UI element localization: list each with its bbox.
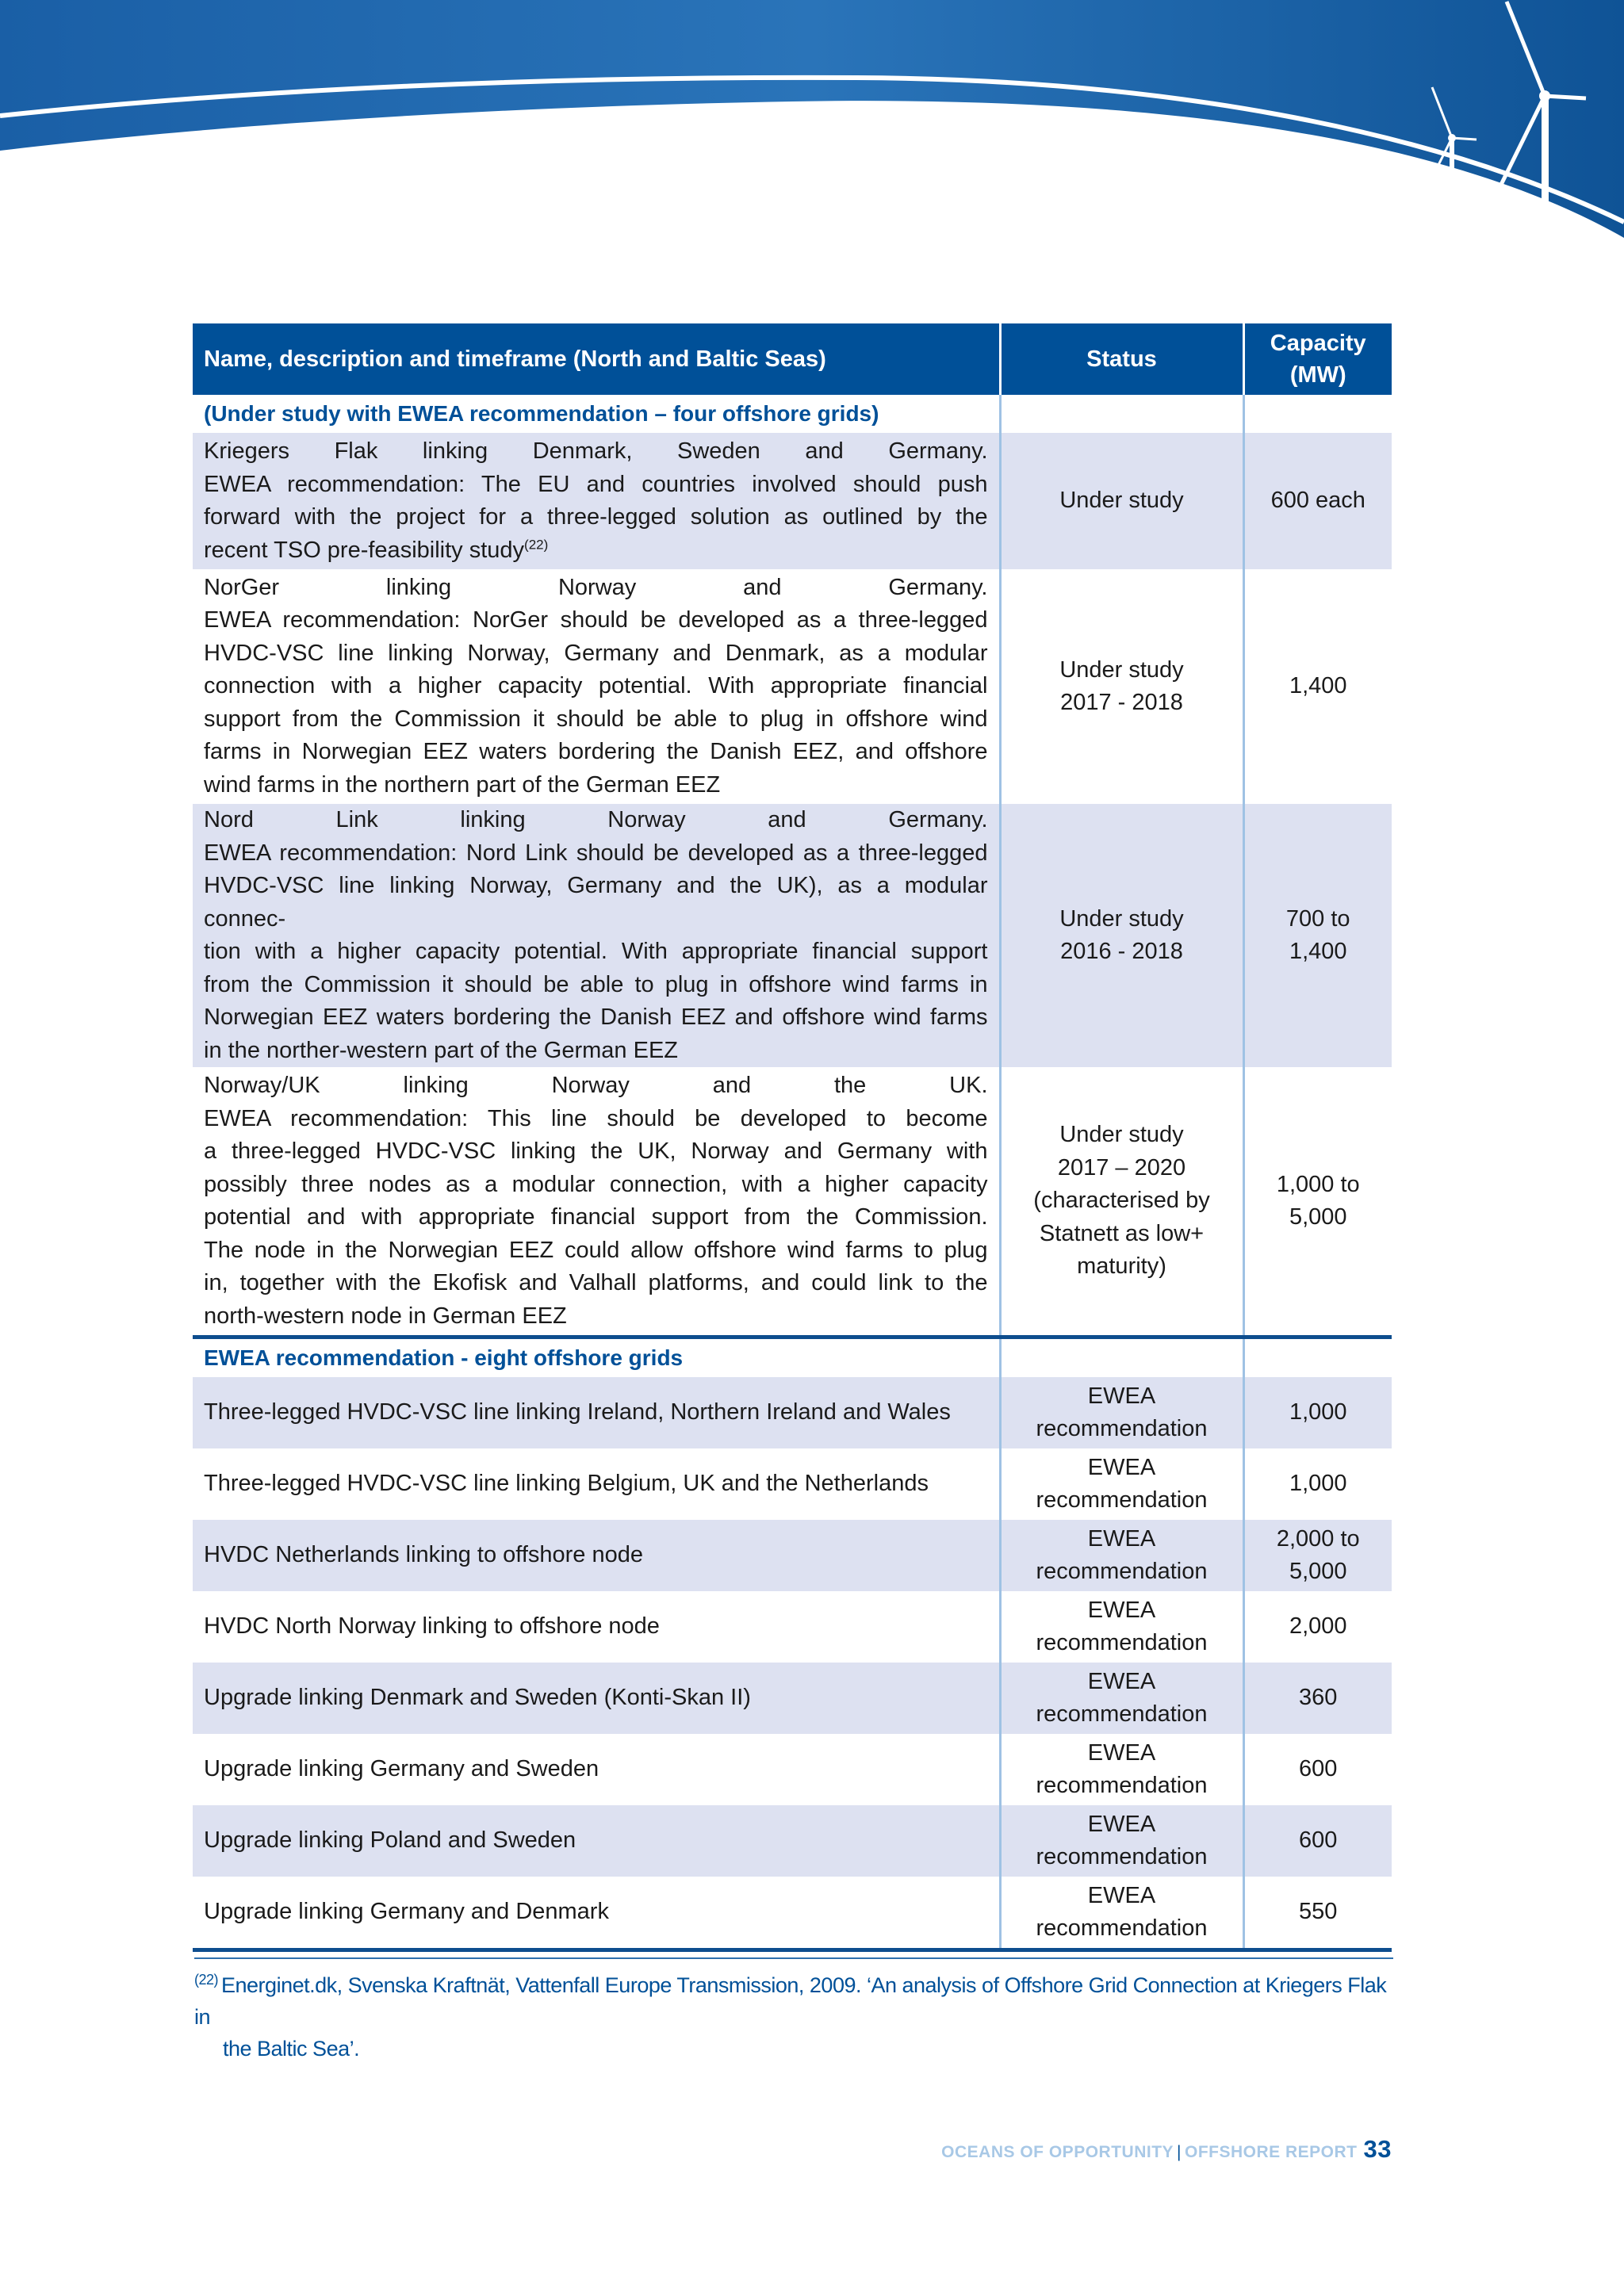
capacity-line: 5,000 (1289, 1204, 1347, 1230)
status-line: recommendation (1036, 1416, 1208, 1441)
grid-capacity (1243, 433, 1392, 569)
section-status-empty (1000, 1337, 1243, 1378)
section-capacity-empty (1243, 395, 1392, 433)
header-banner (0, 0, 1624, 254)
table-row (193, 1448, 1392, 1520)
description-line: a three-legged HVDC-VSC linking the UK, Norway and Germany with (204, 1138, 988, 1164)
description-line: Nord Link linking Norway and Germany. (204, 807, 988, 832)
status-line: recommendation (1036, 1773, 1208, 1798)
offshore-grids-table (193, 323, 1392, 1952)
grid-capacity (1243, 1377, 1392, 1448)
capacity-line: 1,000 (1289, 1471, 1347, 1497)
description-line: HVDC-VSC line linking Norway, Germany and Denmark, as a modular (204, 640, 988, 666)
description-line: farms in Norwegian EEZ waters bordering the Danish EEZ, and offshore (204, 739, 988, 765)
status-line: EWEA (1087, 1597, 1156, 1623)
grid-status (1000, 1520, 1243, 1591)
grid-status (1000, 433, 1243, 569)
grid-capacity (1243, 569, 1392, 804)
table-row (193, 1734, 1392, 1805)
footer-publication: OCEANS OF OPPORTUNITY (941, 2143, 1174, 2161)
description-line: forward with the project for a three-legged solution as outlined by the (204, 504, 988, 530)
footnote-divider (194, 1957, 1393, 1959)
section-title: EWEA recommendation - eight offshore grids (193, 1337, 1000, 1378)
section-row-ewea-recommendation (193, 1337, 1392, 1378)
table-row (193, 1067, 1392, 1337)
description-line: possibly three nodes as a modular connection, with a higher capacity (204, 1171, 988, 1197)
table-row (193, 433, 1392, 569)
status-line: EWEA (1087, 1811, 1156, 1837)
footnote-reference: (22) (524, 536, 549, 552)
grid-status (1000, 1805, 1243, 1877)
grid-status (1000, 1067, 1243, 1337)
status-line: 2016 - 2018 (1060, 939, 1183, 964)
status-line: recommendation (1036, 1630, 1208, 1655)
description-line: HVDC-VSC line linking Norway, Germany and the UK), as a modular connec- (204, 873, 988, 932)
header-status: Status (1000, 323, 1243, 395)
capacity-line: 550 (1299, 1899, 1338, 1925)
table-row (193, 1591, 1392, 1663)
grid-capacity (1243, 1520, 1392, 1591)
grid-capacity (1243, 1067, 1392, 1337)
status-line: Under study (1059, 488, 1184, 514)
capacity-line: 1,400 (1289, 939, 1347, 964)
status-line: recommendation (1036, 1559, 1208, 1584)
description-line: EWEA recommendation: The EU and countries involved should push (204, 471, 988, 497)
footer-report: OFFSHORE REPORT (1185, 2143, 1358, 2161)
grid-capacity (1243, 1805, 1392, 1877)
grid-description: Upgrade linking Germany and Denmark (193, 1877, 1000, 1950)
description-line: in the norther-western part of the German EEZ (204, 1037, 678, 1063)
description-line: recent TSO pre-feasibility study (204, 537, 525, 563)
description-line: EWEA recommendation: This line should be developed to become (204, 1105, 988, 1131)
description-line: NorGer linking Norway and Germany. (204, 574, 988, 600)
status-line: (characterised by (1033, 1188, 1210, 1214)
status-line: 2017 - 2018 (1060, 690, 1183, 715)
table-row (193, 1520, 1392, 1591)
grid-status (1000, 1663, 1243, 1734)
status-line: EWEA (1087, 1739, 1156, 1766)
table-row (193, 1663, 1392, 1734)
status-line: recommendation (1036, 1487, 1208, 1513)
table-row (193, 1877, 1392, 1950)
grid-capacity (1243, 804, 1392, 1067)
table-row (193, 1805, 1392, 1877)
header-name: Name, description and timeframe (North and Baltic Seas) (193, 323, 1000, 395)
grid-capacity (1243, 1877, 1392, 1950)
status-line: recommendation (1036, 1701, 1208, 1727)
grid-status (1000, 1734, 1243, 1805)
footnote-number: (22) (194, 1972, 219, 1988)
grid-status (1000, 1448, 1243, 1520)
grid-capacity (1243, 1591, 1392, 1663)
table-row (193, 804, 1392, 1067)
capacity-line: 1,400 (1289, 673, 1347, 699)
section-row-under-study (193, 395, 1392, 433)
status-line: EWEA (1087, 1668, 1156, 1694)
description-line: wind farms in the northern part of the German EEZ (204, 771, 721, 798)
capacity-line: 600 (1299, 1756, 1338, 1782)
capacity-line: 700 to (1285, 905, 1350, 932)
status-line: EWEA (1087, 1525, 1156, 1552)
description-line: tion with a higher capacity potential. With appropriate financial support (204, 939, 988, 964)
capacity-line: 360 (1299, 1685, 1338, 1711)
capacity-line: 2,000 to (1276, 1525, 1360, 1552)
status-line: Under study (1059, 656, 1184, 683)
grid-capacity (1243, 1448, 1392, 1520)
grid-description: Upgrade linking Germany and Sweden (193, 1734, 1000, 1805)
description-line: Norwegian EEZ waters bordering the Danish EEZ and offshore wind farms (204, 1004, 988, 1030)
page-number: 33 (1363, 2135, 1392, 2163)
grid-description: HVDC North Norway linking to offshore node (193, 1591, 1000, 1663)
grid-description: Upgrade linking Denmark and Sweden (Konti-Skan II) (193, 1663, 1000, 1734)
description-line: support from the Commission it should be able to plug in offshore wind (204, 706, 988, 732)
description-line: The node in the Norwegian EEZ could allow offshore wind farms to plug (204, 1237, 988, 1263)
status-line: EWEA (1087, 1454, 1156, 1480)
description-line: in, together with the Ekofisk and Valhall platforms, and could link to the (204, 1270, 988, 1295)
grid-status (1000, 804, 1243, 1067)
grid-status (1000, 569, 1243, 804)
status-line: EWEA (1087, 1383, 1156, 1409)
status-line: recommendation (1036, 1844, 1208, 1869)
capacity-line: 1,000 to (1276, 1171, 1360, 1197)
grid-description: Three-legged HVDC-VSC line linking Ireland, Northern Ireland and Wales (193, 1377, 1000, 1448)
footnote-line-2: the Baltic Sea’. (223, 2037, 360, 2061)
status-line: Under study (1059, 1122, 1184, 1148)
description-line: Kriegers Flak linking Denmark, Sweden and Germany. (204, 438, 988, 464)
grid-capacity (1243, 1663, 1392, 1734)
footnote-line-1: Energinet.dk, Svenska Kraftnät, Vattenfall Europe Transmission, 2009. ‘An analysis of Offshore Grid Connection at Kriegers Flak in (194, 1973, 1387, 2029)
section-title: (Under study with EWEA recommendation – four offshore grids) (193, 395, 1000, 433)
capacity-line: 1,000 (1289, 1399, 1347, 1425)
grid-description (193, 804, 1000, 1067)
description-line: north-western node in German EEZ (204, 1303, 567, 1329)
grid-description (193, 433, 1000, 569)
status-line: EWEA (1087, 1882, 1156, 1908)
status-line: recommendation (1036, 1915, 1208, 1941)
header-capacity: Capacity (MW) (1243, 323, 1392, 395)
description-line: connection with a higher capacity potential. With appropriate financial (204, 673, 988, 699)
capacity-line: 2,000 (1289, 1613, 1347, 1640)
grid-description: HVDC Netherlands linking to offshore node (193, 1520, 1000, 1591)
section-status-empty (1000, 395, 1243, 433)
grid-description (193, 569, 1000, 804)
description-line: EWEA recommendation: Nord Link should be developed as a three-legged (204, 840, 988, 866)
status-line: Under study (1059, 905, 1184, 932)
table-row (193, 1377, 1392, 1448)
description-line: from the Commission it should be able to plug in offshore wind farms in (204, 971, 988, 997)
status-line: Statnett as low+ (1039, 1220, 1205, 1246)
table-header-row (193, 323, 1392, 395)
grid-description (193, 1067, 1000, 1337)
grid-description: Three-legged HVDC-VSC line linking Belgium, UK and the Netherlands (193, 1448, 1000, 1520)
page-footer (941, 2135, 1392, 2164)
status-line: maturity) (1077, 1253, 1166, 1280)
grid-status (1000, 1877, 1243, 1950)
description-line: EWEA recommendation: NorGer should be developed as a three-legged (204, 607, 988, 633)
status-line: 2017 – 2020 (1057, 1154, 1186, 1181)
table-row (193, 569, 1392, 804)
capacity-line: 600 (1299, 1827, 1338, 1854)
grid-capacity (1243, 1734, 1392, 1805)
grid-status (1000, 1377, 1243, 1448)
description-line: Norway/UK linking Norway and the UK. (204, 1073, 988, 1098)
grid-status (1000, 1591, 1243, 1663)
capacity-line: 5,000 (1289, 1559, 1347, 1584)
section-capacity-empty (1243, 1337, 1392, 1378)
grid-description: Upgrade linking Poland and Sweden (193, 1805, 1000, 1877)
footer-separator: | (1177, 2143, 1182, 2161)
footnote (194, 1969, 1392, 2064)
capacity-line: 600 each (1270, 488, 1365, 514)
description-line: potential and with appropriate financial support from the Commission. (204, 1204, 988, 1230)
